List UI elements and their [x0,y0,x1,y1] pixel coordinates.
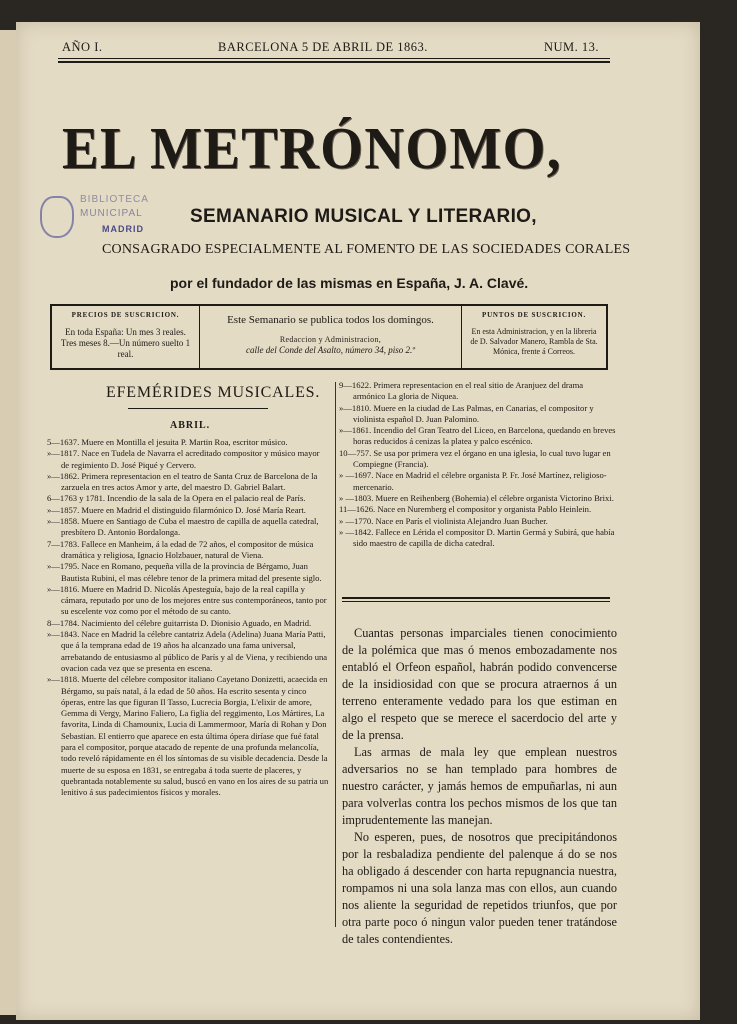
issue-year: AÑO I. [62,40,103,54]
masthead-subtitle: SEMANARIO MUSICAL Y LITERARIO, [190,206,537,227]
ephemerides-right-column [339,380,617,549]
ephemeris-entry: »—1817. Nace en Tudela de Navarra el acreditado compositor y músico mayor de regimiento D. José Piqué y Cervero. [47,448,320,470]
issue-number: NUM. 13. [544,40,600,54]
masthead-founder: por el fundador de las mismas en España, J. A. Clavé. [170,275,529,291]
ephemeris-entry: »—1862. Primera representacion en el teatro de Santa Cruz de Barcelona de la zarzuela en tres actos Amor y arte, del maestro D. Gabriel Balart. [47,470,318,493]
ephemeris-entry: 6—1763 y 1781. Incendio de la sala de la Opera en el palacio real de París. [47,493,306,504]
section-separator-thin [342,601,610,602]
library-stamp [40,194,175,244]
prices-heading: PRECIOS DE SUSCRICION. [71,311,180,319]
ephemeris-entry: »—1818. Muerte del célebre compositor italiano Cayetano Donizetti, acaecida en Bérgamo, su país natal, á la edad de 50 años. Ha escrito sesenta y cinco óperas, entre las que figuran Il Tasso, Lucrecia Borgia, L'elixir de amore, Gemma di Vergy, Marino Faliero, La figlia del reggimento, Los Mártires, La favorita, Linda di Chamounix, Lucia di Lammermoor, María di Rohan y Don Sebastian. El entierro que aparece en esta última ópera diríase que fué fatal para el compositor, porque atacado de repente de una profunda melancolía, todo reveló rápidamente en él los síntomas de su visible decadencia. Desde la muerte de su esposa en 1831, se entregaba á toda suerte de placeres, y quebrantada notablemente su salud, buscó en vano en los aires de su patria un lenitivo á sus padecimientos físicos y morales. [47,674,329,798]
ephemeris-entry: »—1810. Muere en la ciudad de Las Palmas, en Canarias, el compositor y violinista español D. Juan Palomino. [339,402,594,424]
ephemeris-entry: »—1858. Muere en Santiago de Cuba el maestro de capilla de aquella catedral, presbítero D. Antonio Bordalonga. [47,516,319,538]
ephemerides-month: ABRIL. [170,420,211,431]
editorial-article [342,625,617,948]
admin-heading: Redaccion y Administracion, [279,335,382,344]
ephemeris-entry: » —1697. Nace en Madrid el célebre organista P. Fr. José Martínez, religioso-mercenario. [339,470,607,492]
masthead-dedication: CONSAGRADO ESPECIALMENTE AL FOMENTO DE LAS SOCIEDADES CORALES [102,242,631,257]
ephemeris-entry: »—1861. Incendio del Gran Teatro del Liceo, en Barcelona, quedando en breves horas reducidos á cenizas la platea y palco escénico. [339,425,616,447]
title-underline [128,408,268,409]
ephemeris-entry: »—1816. Muere en Madrid D. Nicolás Apesteguía, bajo de la real capilla y cámara, reputado por uno de los mejores entre sus contemporáneos, tanto por su escelente voz como por el método de su canto. [47,583,327,617]
ephemeris-entry: 8—1784. Nacimiento del célebre guitarrista D. Dionisio Aguado, en Madrid. [47,617,312,628]
points-cell [462,306,606,368]
prices-text: En toda España: Un mes 3 reales. Tres meses 8.—Un número suelto 1 real. [60,327,191,359]
ephemeris-entry: »—1857. Muere en Madrid el distinguido filarmónico D. José María Reart. [47,504,306,515]
ephemeris-entry: 10—757. Se usa por primera vez el órgano en una iglesia, lo cual tuvo lugar en Compiegne (Francia). [339,447,611,470]
points-heading: PUNTOS DE SUSCRICION. [482,311,586,319]
weekly-notice: Este Semanario se publica todos los domingos. [227,314,434,326]
ephemeris-entry: 9—1622. Primera representacion en el real sitio de Aranjuez del drama armónico La gloria de Niquea. [339,380,584,402]
admin-address: calle del Conde del Asalto, número 34, piso 2.º [245,345,416,355]
header-rule-bottom [58,61,610,63]
ephemeris-entry: 7—1783. Fallece en Manheim, á la edad de 72 años, el compositor de música dramática y religiosa, Ignacio Holzbauer, natural de Viena. [47,538,314,560]
stamp-line-2: MUNICIPAL [80,208,143,219]
issue-date: BARCELONA 5 DE ABRIL DE 1863. [218,40,428,54]
ephemeris-entry: »—1795. Nace en Romano, pequeña villa de la provincia de Bérgamo, Juan Bautista Rubini, el mas célebre tenor de la primera mitad del presente siglo. [47,561,322,583]
prices-cell [52,306,200,368]
previous-page-edge [0,30,17,1015]
header-rule-top [58,58,610,59]
section-separator [342,597,610,599]
article-paragraph: No esperen, pues, de nosotros que precipitándonos por la resbaladiza pendiente del palenque á do se nos ha obligado á descender con harta repugnancia nuestra, rompamos ni una sola lanza mas con ellos, aun cuando nos aliente la seguridad de repetidos triunfos, que por otra parte poco ó ningun valor pueden tener tratándose de tales contendientes. [342,830,617,946]
ephemeris-entry: » —1803. Muere en Reihenberg (Bohemia) el célebre organista Victorino Brixi. [339,492,614,503]
ephemeris-entry: » —1770. Nace en París el violinista Alejandro Juan Bucher. [339,515,548,526]
ephemeris-entry: 5—1637. Muere en Montilla el jesuita P. Martin Roa, escritor músico. [47,437,288,447]
ephemeris-entry: »—1843. Nace en Madrid la célebre cantatriz Adela (Adelina) Juana María Patti, que á la temprana edad de 19 años ha alcanzado una fama universal, arrebatando de entusiasmo al público de París y al de Viena, y recibiendo una ovacion cada vez que se presenta en escena. [47,629,328,673]
points-text: En esta Administracion, y en la libreria de D. Salvador Manero, Rambla de Sta. Mónica, frente á Correos. [470,327,598,356]
subscription-info-box [50,304,608,370]
ephemerides-left-column [47,437,329,799]
publication-cell [200,306,462,368]
article-paragraph: Las armas de mala ley que emplean nuestros adversarios no se han templado para hombres de nuestro carácter, y jamás hemos de empuñarlas, ni aun para volverlas contra los pechos mismos de los que tan imprudentemente las manejan. [342,745,617,827]
stamp-seal-icon [40,196,74,238]
article-paragraph: Cuantas personas imparciales tienen conocimiento de la polémica que mas ó menos embozadamente nos entabló el Orfeon español, habrán podido convencerse de la insidiosidad con que se procura atraernos á un terreno enteramente vedado para los que estiman en algo el respeto que se merece el sacerdocio del arte y de la prensa. [342,626,617,742]
column-divider [335,382,336,927]
ephemeris-entry: 11—1626. Nace en Nuremberg el compositor y organista Pablo Heinlein. [339,504,592,515]
stamp-line-3: MADRID [102,224,144,234]
masthead-title: EL METRÓNOMO, [62,115,562,181]
ephemeris-entry: » —1842. Fallece en Lérida el compositor D. Martin Germá y Subirá, que había sido maestro de capilla de dicha catedral. [339,526,615,549]
ephemerides-title: EFEMÉRIDES MUSICALES. [106,384,321,401]
stamp-line-1: BIBLIOTECA [80,194,149,205]
